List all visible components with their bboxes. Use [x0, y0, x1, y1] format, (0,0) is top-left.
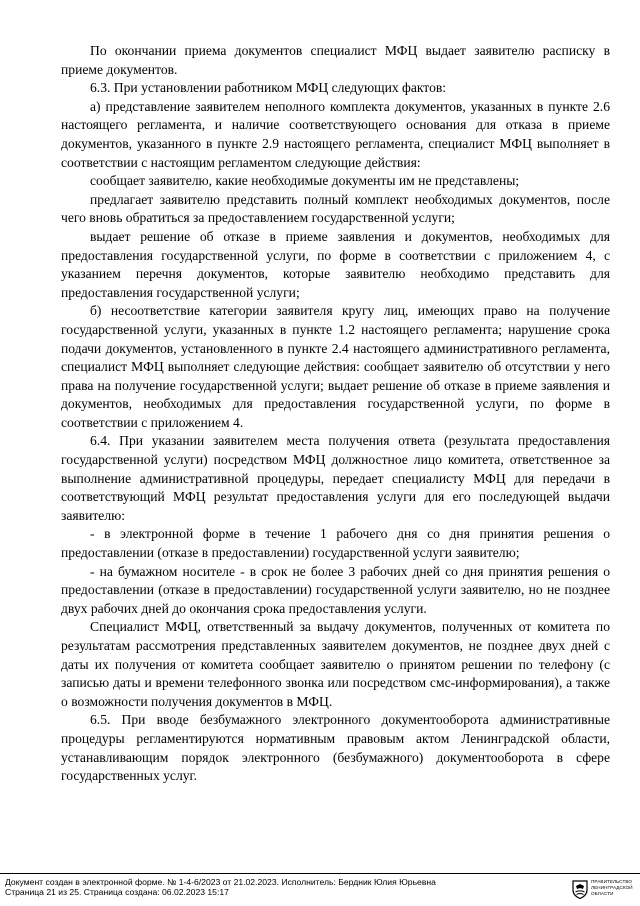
logo-line-3: ОБЛАСТИ	[591, 891, 614, 896]
paragraph-4: сообщает заявителю, какие необходимые документы им не представлены;	[90, 173, 520, 189]
footer-line-2: Страница 21 из 25. Страница создана: 06.02.2023 15:17	[5, 887, 229, 898]
footer-text	[5, 877, 545, 898]
logo-line-2: ЛЕНИНГРАДСКОЙ	[591, 885, 633, 890]
coat-of-arms-icon	[572, 880, 588, 899]
footer-line-1: Документ создан в электронной форме. № 1-4-6/2023 от 21.02.2023. Исполнитель: Бердник Юлия Юрьевна	[5, 877, 436, 887]
paragraph-8: 6.4. При указании заявителем места получения ответа (результата предоставления государственной услуги) посредством МФЦ должностное лицо комитета, ответственное за выполнение административной процедуры, передает специалисту МФЦ для передачи в соответствующий МФЦ результат предоставления услуги для его последующей выдачи заявителю:	[61, 433, 610, 523]
paragraph-12: 6.5. При вводе безбумажного электронного документооборота административные процедуры регламентируются нормативным правовым актом Ленинградской области, устанавливающим порядок электронного (безбумажного) документооборота в сфере государственных услуг.	[61, 712, 610, 784]
document-body	[61, 42, 610, 786]
paragraph-6: выдает решение об отказе в приеме заявления и документов, необходимых для предоставления государственной услуги, по форме в соответствии с приложением 4, с указанием перечня документов, которые заявителю необходимо представить для предоставления государственной услуги;	[61, 228, 610, 300]
paragraph-7: б) несоответствие категории заявителя кругу лиц, имеющих право на получение государственной услуги, указанных в пункте 1.2 настоящего регламента; нарушение срока подачи документов, установленного в пункте 2.4 настоящего административного регламента, специалист МФЦ выполняет следующие действия: сообщает заявителю об отсутствии у него права на получение государственной услуги; выдает решение об отказе в приеме заявления и документов, необходимых для предоставления государственной услуги, по форме в соответствии с приложением 4.	[61, 303, 610, 430]
paragraph-2: 6.3. При установлении работником МФЦ следующих фактов:	[90, 80, 447, 96]
paragraph-3: а) представление заявителем неполного комплекта документов, указанных в пункте 2.6 настоящего регламента, и наличие соответствующего основания для отказа в приеме документов, указанного в пункте 2.9 настоящего регламента, специалист МФЦ выполняет в соответствии с настоящим регламентом следующие действия:	[61, 98, 610, 170]
paragraph-1: По окончании приема документов специалист МФЦ выдает заявителю расписку в приеме документов.	[61, 43, 610, 77]
document-footer	[0, 873, 640, 906]
government-logo	[572, 878, 636, 902]
paragraph-5: предлагает заявителю представить полный комплект необходимых документов, после чего вновь обратиться за предоставлением государственной услуги;	[61, 191, 610, 226]
logo-line-1: ПРАВИТЕЛЬСТВО	[591, 879, 633, 884]
logo-text	[591, 879, 639, 897]
paragraph-10: - на бумажном носителе - в срок не более 3 рабочих дней со дня принятия решения о предоставлении (отказе в предоставлении) государственной услуги заявителю, но не позднее двух рабочих дней до окончания срока предоставления услуги.	[61, 563, 610, 616]
paragraph-11: Специалист МФЦ, ответственный за выдачу документов, полученных от комитета по результатам рассмотрения представленных заявителем документов, не позднее двух дней с даты их получения от комитета сообщает заявителю о принятом решении по телефону (с записью даты и времени телефонного звонка или посредством смс-информирования), а также о возможности получения документов в МФЦ.	[61, 619, 610, 709]
paragraph-9: - в электронной форме в течение 1 рабочего дня со дня принятия решения о предоставлении (отказе в предоставлении) государственной услуги заявителю;	[61, 526, 610, 561]
